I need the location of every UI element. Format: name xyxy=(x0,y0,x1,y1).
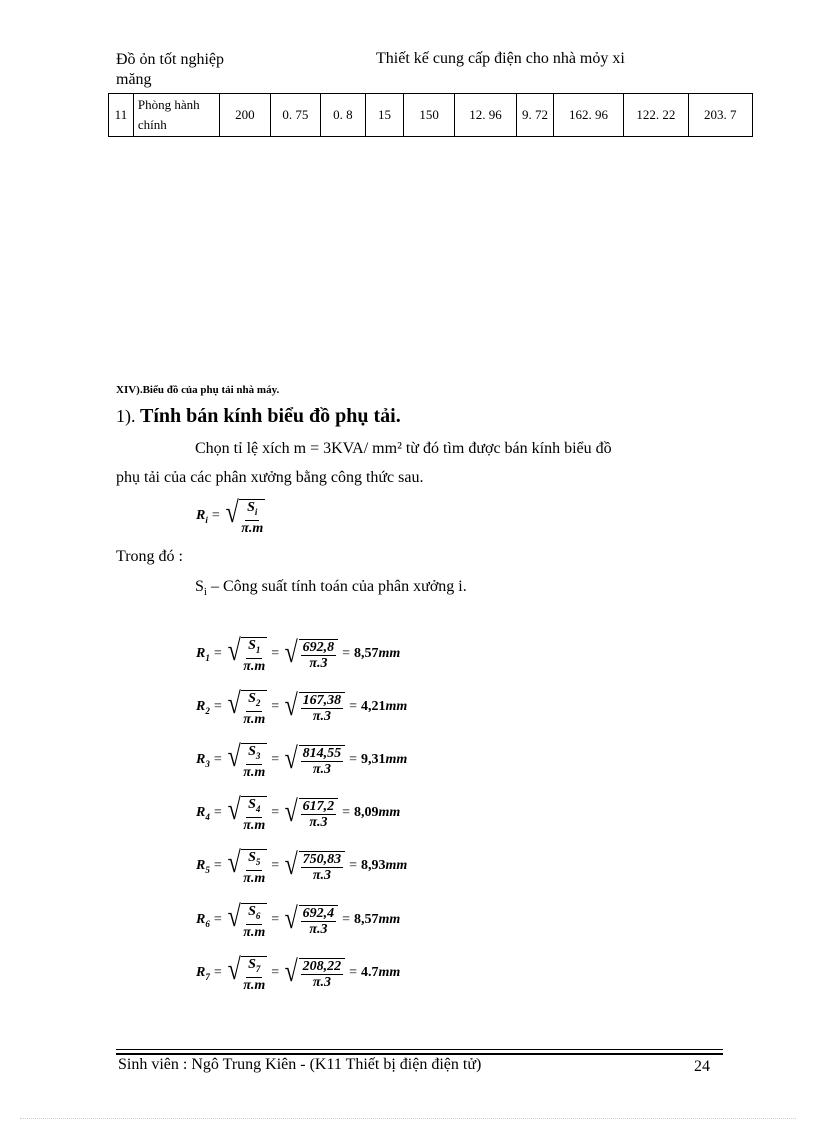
eq-result: 8,93mm xyxy=(361,857,408,873)
subsection-number: 1). xyxy=(116,406,136,426)
equals-sign: = xyxy=(271,857,280,873)
si-definition: $S_i$ – Công suất tính toán của phân xưởng i. xyxy=(195,578,467,599)
table-cell: 122. 22 xyxy=(624,94,688,137)
eq-lhs: $R_3$ xyxy=(196,751,210,769)
radius-equation xyxy=(196,740,407,780)
data-table xyxy=(108,93,753,137)
eq-value: 692,4 xyxy=(302,906,335,922)
equals-sign: = xyxy=(342,645,351,661)
header-left-line1: Đồ ỏn tốt nghiệp xyxy=(116,51,224,68)
table-cell: 162. 96 xyxy=(553,94,623,137)
equals-sign: = xyxy=(349,698,358,714)
radical: √ $\frac{167,38}{\pi.3}$ xyxy=(283,689,345,724)
eq-lhs: $R_5$ xyxy=(196,857,210,875)
equals-sign: = xyxy=(213,698,222,714)
equals-sign: = xyxy=(213,645,222,661)
radical: √ $\frac{S_2}{\pi.m}$ xyxy=(227,687,266,727)
eq-result: 9,31mm xyxy=(361,751,408,767)
page-number: 24 xyxy=(694,1058,710,1075)
header-right: Thiết kế cung cấp điện cho nhà mỏy xi xyxy=(376,50,625,67)
eq-value: 167,38 xyxy=(302,693,342,709)
equals-sign: = xyxy=(271,964,280,980)
table-row xyxy=(109,94,753,137)
equals-sign: = xyxy=(342,804,351,820)
equals-sign: = xyxy=(349,857,358,873)
eq-value: 617,2 xyxy=(302,799,335,815)
page-edge-divider xyxy=(20,1118,796,1119)
equals-sign: = xyxy=(271,645,280,661)
radius-equation xyxy=(196,793,400,833)
eq-value: 692,8 xyxy=(302,640,335,656)
eq-lhs: $R_2$ xyxy=(196,698,210,716)
header-left-line2: măng xyxy=(116,71,152,88)
eq-result: 8,09mm xyxy=(354,804,401,820)
footer-rule-thick xyxy=(116,1053,723,1055)
table-cell: 9. 72 xyxy=(517,94,554,137)
formula-lhs: $R_i$ xyxy=(196,507,208,525)
table-cell: 0. 75 xyxy=(270,94,320,137)
radical: √ $\frac{S_7}{\pi.m}$ xyxy=(227,953,266,993)
radical: √ $\frac{617,2}{\pi.3}$ xyxy=(283,795,338,830)
subsection-title xyxy=(116,405,401,428)
radius-equation xyxy=(196,953,400,993)
equals-sign: = xyxy=(271,804,280,820)
footer-text: Sinh viên : Ngô Trung Kiên - (K11 Thiết bị điện điện tử) xyxy=(118,1056,482,1073)
equals-sign: = xyxy=(213,857,222,873)
table-cell: 11 xyxy=(109,94,134,137)
radius-equation xyxy=(196,846,407,886)
table-cell: Phòng hành chính xyxy=(133,94,219,137)
equals-sign: = xyxy=(271,751,280,767)
eq-result: 4,21mm xyxy=(361,698,408,714)
header-left xyxy=(116,50,224,90)
radical: √ $\frac{814,55}{\pi.3}$ xyxy=(283,742,345,777)
eq-result: 8,57mm xyxy=(354,911,401,927)
table-cell: 15 xyxy=(365,94,404,137)
radical: √ $\frac{750,83}{\pi.3}$ xyxy=(283,848,345,883)
footer-rule xyxy=(116,1049,723,1050)
radical: √ $\frac{S_3}{\pi.m}$ xyxy=(227,740,266,780)
radical: √ $\frac{S_i}{\pi.m}$ xyxy=(225,496,264,536)
eq-result: 8,57mm xyxy=(354,645,401,661)
radius-equation xyxy=(196,687,407,727)
eq-value: 814,55 xyxy=(302,746,342,762)
equals-sign: = xyxy=(213,804,222,820)
general-formula xyxy=(196,496,265,536)
table-cell: 200 xyxy=(220,94,271,137)
trong-do-label: Trong đó : xyxy=(116,548,183,565)
eq-value: 208,22 xyxy=(302,959,342,975)
radical: √ $\frac{S_4}{\pi.m}$ xyxy=(227,793,266,833)
equals-sign: = xyxy=(349,964,358,980)
table-cell: 150 xyxy=(404,94,455,137)
radical: √ $\frac{S_6}{\pi.m}$ xyxy=(227,900,266,940)
radius-equation xyxy=(196,634,400,674)
radical: √ $\frac{S_5}{\pi.m}$ xyxy=(227,846,266,886)
radical: √ $\frac{S_1}{\pi.m}$ xyxy=(227,634,266,674)
table-cell: 0. 8 xyxy=(321,94,366,137)
radius-equation xyxy=(196,900,400,940)
equals-sign: = xyxy=(349,751,358,767)
equals-sign: = xyxy=(213,751,222,767)
equals-sign: = xyxy=(211,507,220,523)
equals-sign: = xyxy=(342,911,351,927)
eq-lhs: $R_7$ xyxy=(196,964,210,982)
equals-sign: = xyxy=(213,911,222,927)
section-title: XIV).Biểu đồ của phụ tải nhà máy. xyxy=(116,384,280,396)
equals-sign: = xyxy=(271,911,280,927)
paragraph-1: Chọn tỉ lệ xích m = 3KVA/ mm² từ đó tìm được bán kính biểu đồ xyxy=(195,440,612,457)
equals-sign: = xyxy=(271,698,280,714)
eq-lhs: $R_6$ xyxy=(196,911,210,929)
table-cell: 12. 96 xyxy=(454,94,516,137)
eq-result: 4.7mm xyxy=(361,964,401,980)
eq-value: 750,83 xyxy=(302,852,342,868)
subsection-heading: Tính bán kính biểu đồ phụ tải. xyxy=(140,405,401,427)
radical: √ $\frac{692,8}{\pi.3}$ xyxy=(283,636,338,671)
equals-sign: = xyxy=(213,964,222,980)
eq-lhs: $R_4$ xyxy=(196,804,210,822)
table-cell: 203. 7 xyxy=(688,94,752,137)
radical: √ $\frac{692,4}{\pi.3}$ xyxy=(283,902,338,937)
radical: √ $\frac{208,22}{\pi.3}$ xyxy=(283,955,345,990)
paragraph-2: phụ tải của các phân xưởng bằng công thức sau. xyxy=(116,469,424,486)
eq-lhs: $R_1$ xyxy=(196,645,210,663)
